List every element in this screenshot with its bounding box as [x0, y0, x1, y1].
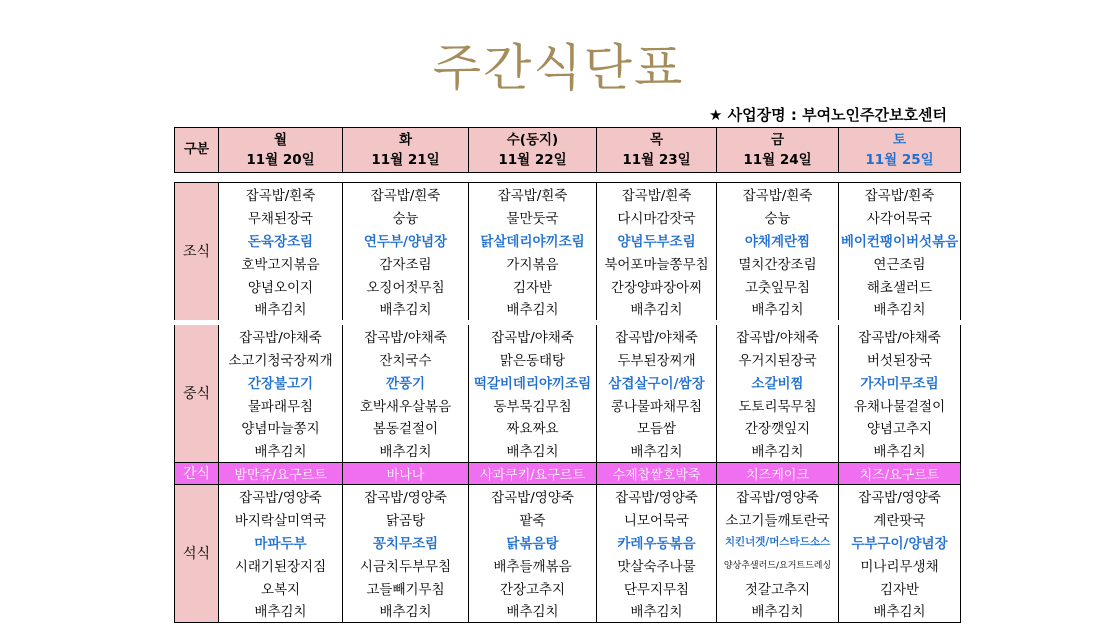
menu-item: 잡곡밥/영양죽 [219, 485, 343, 508]
menu-item: 잡곡밥/영양죽 [597, 485, 717, 508]
menu-item: 양념오이지 [219, 274, 343, 297]
menu-item: 팥죽 [469, 508, 597, 531]
breakfast-row [175, 183, 961, 206]
day-date: 11월 22일 [498, 152, 567, 168]
menu-item: 치킨너겟/머스타드소스 [717, 531, 839, 554]
menu-item: 베이컨팽이버섯볶음 [839, 229, 961, 252]
menu-item: 물파래무침 [219, 393, 343, 416]
breakfast-row [175, 251, 961, 274]
dinner-row [175, 508, 961, 531]
menu-item: 잡곡밥/영양죽 [469, 485, 597, 508]
menu-item: 니모어묵국 [597, 508, 717, 531]
menu-item: 잡곡밥/흰죽 [469, 183, 597, 206]
menu-item: 배추들깨볶음 [469, 553, 597, 576]
menu-item: 잡곡밥/흰죽 [219, 183, 343, 206]
breakfast-row [175, 229, 961, 252]
menu-item: 시래기된장지짐 [219, 553, 343, 576]
lunch-row [175, 393, 961, 416]
menu-item: 다시마감잣국 [597, 206, 717, 229]
lunch-row [175, 439, 961, 462]
menu-item: 배추김치 [597, 599, 717, 622]
menu-item: 배추김치 [219, 599, 343, 622]
breakfast-section [175, 183, 961, 323]
menu-item: 양념두부조림 [597, 229, 717, 252]
menu-item: 두부구이/양념장 [839, 531, 961, 554]
dinner-row [175, 553, 961, 576]
menu-item: 도토리묵무침 [717, 393, 839, 416]
snack-section [175, 462, 961, 484]
day-name: 목 [649, 132, 664, 148]
menu-item: 닭곰탕 [343, 508, 469, 531]
menu-item: 두부된장찌개 [597, 348, 717, 371]
menu-item: 간장양파장아찌 [597, 274, 717, 297]
day-date: 11월 25일 [865, 152, 934, 168]
lunch-row [175, 370, 961, 393]
menu-item: 김자반 [839, 576, 961, 599]
menu-item: 카레우동볶음 [597, 531, 717, 554]
breakfast-row [175, 297, 961, 322]
day-header-wed [469, 128, 597, 173]
menu-item: 간장깻잎지 [717, 416, 839, 439]
day-name: 월 [273, 132, 288, 148]
lunch-section [175, 322, 961, 462]
menu-item: 소고기들깨토란국 [717, 508, 839, 531]
breakfast-row [175, 274, 961, 297]
menu-item: 깐풍기 [343, 370, 469, 393]
menu-item: 배추김치 [343, 599, 469, 622]
day-header-mon [219, 128, 343, 173]
menu-item: 북어포마늘쫑무침 [597, 251, 717, 274]
provider-name: ★ 사업장명 : 부여노인주간보호센터 [709, 106, 947, 124]
menu-item: 연근조림 [839, 251, 961, 274]
menu-item: 미나리무생채 [839, 553, 961, 576]
menu-item: 잡곡밥/흰죽 [839, 183, 961, 206]
menu-item: 숭늉 [717, 206, 839, 229]
menu-item: 잡곡밥/야채죽 [469, 322, 597, 347]
menu-item: 배추김치 [219, 439, 343, 462]
menu-item: 배추김치 [839, 599, 961, 622]
menu-item: 가자미무조림 [839, 370, 961, 393]
menu-item: 배추김치 [839, 439, 961, 462]
menu-item: 소고기청국장찌개 [219, 348, 343, 371]
menu-item: 단무지무침 [597, 576, 717, 599]
day-date: 11월 21일 [371, 152, 440, 168]
day-date: 11월 20일 [246, 152, 315, 168]
menu-item: 돈육장조림 [219, 229, 343, 252]
menu-item: 오징어젓무침 [343, 274, 469, 297]
breakfast-lunch-table [174, 182, 961, 485]
dinner-table [174, 484, 961, 623]
menu-item: 오복지 [219, 576, 343, 599]
menu-item: 모듬쌈 [597, 416, 717, 439]
menu-item: 배추김치 [469, 297, 597, 322]
menu-item: 맑은동태탕 [469, 348, 597, 371]
snack-item: 수제찹쌀호박죽 [597, 462, 717, 484]
menu-item: 배추김치 [469, 439, 597, 462]
menu-item: 배추김치 [839, 297, 961, 322]
menu-item: 젓갈고추지 [717, 576, 839, 599]
day-name: 토 [892, 132, 907, 148]
breakfast-label: 조식 [175, 183, 219, 323]
menu-item: 마파두부 [219, 531, 343, 554]
menu-item: 잡곡밥/야채죽 [839, 322, 961, 347]
day-date: 11월 24일 [743, 152, 812, 168]
snack-item: 치즈/요구르트 [839, 462, 961, 484]
lunch-label: 중식 [175, 322, 219, 462]
menu-item: 배추김치 [717, 297, 839, 322]
dinner-row [175, 531, 961, 554]
day-name: 화 [398, 132, 413, 148]
menu-item: 고춧잎무침 [717, 274, 839, 297]
menu-item: 잡곡밥/영양죽 [717, 485, 839, 508]
menu-item: 잡곡밥/야채죽 [717, 322, 839, 347]
menu-item: 우거지된장국 [717, 348, 839, 371]
page-title: 주간식단표 [432, 39, 685, 97]
menu-item: 잡곡밥/흰죽 [597, 183, 717, 206]
menu-item: 잡곡밥/흰죽 [717, 183, 839, 206]
dinner-label: 석식 [175, 485, 219, 623]
menu-item: 닭살데리야끼조림 [469, 229, 597, 252]
menu-item: 버섯된장국 [839, 348, 961, 371]
menu-header-table [174, 127, 961, 173]
menu-item: 호박새우살볶음 [343, 393, 469, 416]
menu-item: 계란팟국 [839, 508, 961, 531]
lunch-row [175, 348, 961, 371]
menu-item: 떡갈비데리야끼조림 [469, 370, 597, 393]
menu-item: 시금치두부무침 [343, 553, 469, 576]
menu-item: 배추김치 [717, 599, 839, 622]
menu-item: 동부묵김무침 [469, 393, 597, 416]
menu-item: 숭늉 [343, 206, 469, 229]
menu-item: 삼겹살구이/쌈장 [597, 370, 717, 393]
snack-item: 밤만쥬/요구르트 [219, 462, 343, 484]
snack-item: 바나나 [343, 462, 469, 484]
dinner-row [175, 485, 961, 508]
header-row [175, 128, 961, 173]
menu-item: 잡곡밥/흰죽 [343, 183, 469, 206]
menu-item: 잔치국수 [343, 348, 469, 371]
menu-item: 소갈비찜 [717, 370, 839, 393]
menu-item: 닭볶음탕 [469, 531, 597, 554]
menu-item: 김자반 [469, 274, 597, 297]
menu-item: 배추김치 [219, 297, 343, 322]
menu-item: 잡곡밥/영양죽 [839, 485, 961, 508]
menu-item: 감자조림 [343, 251, 469, 274]
menu-item: 해초샐러드 [839, 274, 961, 297]
lunch-row [175, 416, 961, 439]
menu-item: 사각어묵국 [839, 206, 961, 229]
menu-item: 잡곡밥/야채죽 [343, 322, 469, 347]
day-header-thu [597, 128, 717, 173]
snack-label: 간식 [175, 462, 219, 484]
menu-item: 바지락살미역국 [219, 508, 343, 531]
menu-item: 야채계란찜 [717, 229, 839, 252]
menu-item: 유채나물겉절이 [839, 393, 961, 416]
menu-item: 연두부/양념장 [343, 229, 469, 252]
menu-item: 양상추샐러드/요거트드레싱 [717, 553, 839, 576]
menu-item: 봄동겉절이 [343, 416, 469, 439]
day-header-sat [839, 128, 961, 173]
menu-item: 가지볶음 [469, 251, 597, 274]
dinner-row [175, 576, 961, 599]
menu-item: 호박고지볶음 [219, 251, 343, 274]
menu-item: 배추김치 [717, 439, 839, 462]
dinner-row [175, 599, 961, 622]
menu-item: 간장불고기 [219, 370, 343, 393]
snack-item: 사과쿠키/요구르트 [469, 462, 597, 484]
header-label: 구분 [175, 128, 219, 173]
breakfast-row [175, 206, 961, 229]
menu-item: 꽁치무조림 [343, 531, 469, 554]
menu-item: 멸치간장조림 [717, 251, 839, 274]
menu-item: 배추김치 [343, 439, 469, 462]
menu-item: 잡곡밥/영양죽 [343, 485, 469, 508]
menu-item: 콩나물파채무침 [597, 393, 717, 416]
day-date: 11월 23일 [622, 152, 691, 168]
dinner-section [175, 485, 961, 623]
menu-item: 배추김치 [597, 439, 717, 462]
day-header-fri [717, 128, 839, 173]
snack-row [175, 462, 961, 484]
menu-item: 짜요짜요 [469, 416, 597, 439]
menu-item: 맛살숙주나물 [597, 553, 717, 576]
menu-item: 배추김치 [343, 297, 469, 322]
menu-item: 무채된장국 [219, 206, 343, 229]
day-name: 금 [770, 132, 785, 148]
menu-item: 배추김치 [597, 297, 717, 322]
menu-item: 양념고추지 [839, 416, 961, 439]
menu-item: 양념마늘쫑지 [219, 416, 343, 439]
menu-item: 간장고추지 [469, 576, 597, 599]
menu-item: 잡곡밥/야채죽 [597, 322, 717, 347]
menu-item: 고들빼기무침 [343, 576, 469, 599]
menu-item: 잡곡밥/야채죽 [219, 322, 343, 347]
day-header-tue [343, 128, 469, 173]
day-name: 수(동지) [506, 132, 559, 148]
lunch-row [175, 322, 961, 347]
snack-item: 치즈케이크 [717, 462, 839, 484]
menu-item: 물만둣국 [469, 206, 597, 229]
menu-item: 배추김치 [469, 599, 597, 622]
